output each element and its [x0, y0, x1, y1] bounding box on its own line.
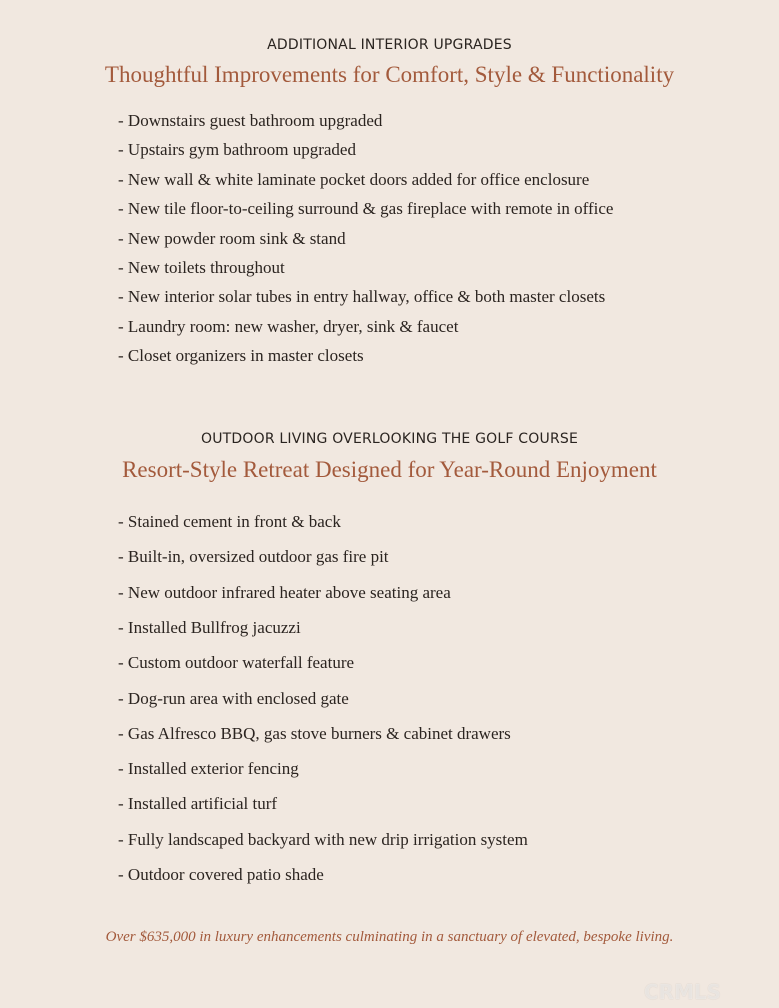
- list-item: - New tile floor-to-ceiling surround & gas fireplace with remote in office: [118, 199, 614, 219]
- list-item: - Stained cement in front & back: [118, 512, 341, 531]
- footer-tagline: Over $635,000 in luxury enhancements culminating in a sanctuary of elevated, bespoke living.: [105, 929, 674, 945]
- section2-kicker: OUTDOOR LIVING OVERLOOKING THE GOLF COURSE: [200, 431, 578, 447]
- list-item: - Upstairs gym bathroom upgraded: [118, 140, 356, 160]
- list-item: - Closet organizers in master closets: [118, 346, 364, 366]
- list-item: - Custom outdoor waterfall feature: [118, 653, 355, 673]
- list-item: - Gas Alfresco BBQ, gas stove burners & cabinet drawers: [118, 723, 511, 743]
- list-item: - Installed Bullfrog jacuzzi: [118, 617, 301, 637]
- list-item: - Outdoor covered patio shade: [118, 865, 324, 884]
- section2-heading: Resort-Style Retreat Designed for Year-Round Enjoyment: [122, 457, 657, 482]
- section1-heading: Thoughtful Improvements for Comfort, Style & Functionality: [104, 62, 675, 87]
- list-item: - New toilets throughout: [118, 258, 285, 277]
- list-item: - Installed artificial turf: [118, 794, 278, 814]
- list-item: - Fully landscaped backyard with new drip irrigation system: [118, 829, 528, 849]
- section1-kicker: ADDITIONAL INTERIOR UPGRADES: [267, 37, 512, 53]
- list-item: - New interior solar tubes in entry hallway, office & both master closets: [118, 287, 606, 307]
- list-item: - New powder room sink & stand: [118, 228, 346, 248]
- list-item: - New outdoor infrared heater above seating area: [118, 582, 451, 602]
- list-item: - Downstairs guest bathroom upgraded: [118, 111, 383, 130]
- list-item: - Laundry room: new washer, dryer, sink & faucet: [118, 316, 459, 336]
- list-item: - Built-in, oversized outdoor gas fire pit: [118, 547, 389, 567]
- list-item: - Installed exterior fencing: [118, 759, 299, 779]
- crmls-watermark: CRMLS: [643, 980, 721, 1004]
- list-item: - Dog-run area with enclosed gate: [118, 688, 349, 708]
- list-item: - New wall & white laminate pocket doors added for office enclosure: [118, 169, 590, 189]
